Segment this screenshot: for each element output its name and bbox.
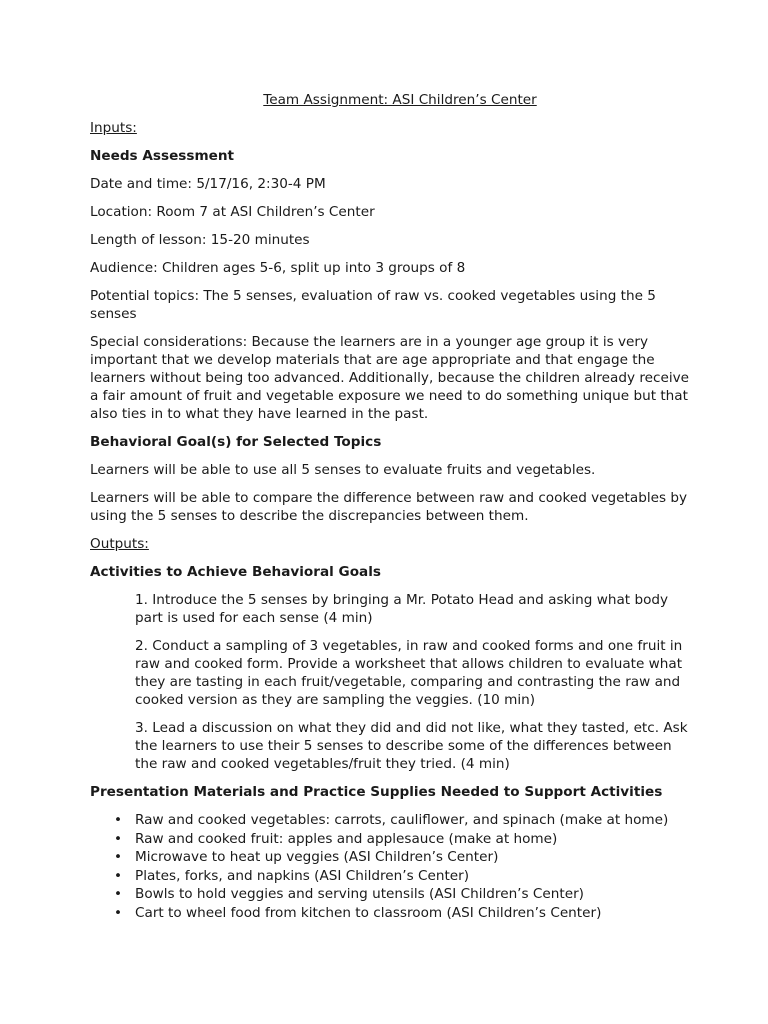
supply-text: Plates, forks, and napkins (ASI Children’s Center) (135, 867, 470, 884)
audience-text: Audience: Children ages 5-6, split up into 3 groups of 8 (90, 260, 466, 276)
behavioral-goals-heading: Behavioral Goal(s) for Selected Topics (90, 434, 382, 450)
bullet-icon: • (114, 812, 123, 828)
supply-item (114, 885, 690, 904)
bullet-icon: • (114, 849, 123, 865)
potential-topics-text: Potential topics: The 5 senses, evaluation of raw vs. cooked vegetables using the 5 senses (90, 288, 656, 322)
bullet-icon: • (114, 904, 123, 921)
document-page (90, 91, 690, 922)
activities-heading: Activities to Achieve Behavioral Goals (90, 564, 381, 580)
outputs-label: Outputs: (90, 536, 149, 552)
activity-item: 1. Introduce the 5 senses by bringing a Mr. Potato Head and asking what body part is used for each sense (4 min) (135, 592, 669, 626)
supply-text: Raw and cooked fruit: apples and applesauce (make at home) (135, 830, 558, 847)
supply-text: Raw and cooked vegetables: carrots, cauliflower, and spinach (make at home) (135, 812, 669, 828)
needs-assessment-heading: Needs Assessment (90, 148, 235, 164)
supply-text: Microwave to heat up veggies (ASI Children’s Center) (135, 849, 499, 865)
supply-item (114, 811, 690, 830)
lesson-length-text: Length of lesson: 15-20 minutes (90, 232, 310, 248)
supply-text: Bowls to hold veggies and serving utensils (ASI Children’s Center) (135, 886, 584, 902)
goal-2-text: Learners will be able to compare the difference between raw and cooked vegetables by using the 5 senses to describe the discrepancies between them. (90, 490, 688, 524)
supply-item (114, 848, 690, 867)
supplies-list (90, 811, 690, 922)
bullet-icon: • (114, 867, 123, 884)
supply-item (114, 867, 690, 886)
activity-item: 2. Conduct a sampling of 3 vegetables, in raw and cooked forms and one fruit in raw and cooked form. Provide a worksheet that allows children to evaluate what they are tasting in each fruit/vegetable, comparing and contrasting the raw and cooked version as they are sampling the veggies. (10 min) (135, 638, 683, 708)
bullet-icon: • (114, 830, 123, 847)
inputs-label: Inputs: (90, 120, 137, 136)
supply-item (114, 830, 690, 849)
supply-text: Cart to wheel food from kitchen to classroom (ASI Children’s Center) (135, 904, 602, 921)
date-time-text: Date and time: 5/17/16, 2:30-4 PM (90, 176, 326, 192)
document-title: Team Assignment: ASI Children’s Center (263, 92, 537, 108)
supply-item (114, 904, 690, 923)
materials-heading: Presentation Materials and Practice Supplies Needed to Support Activities (90, 784, 663, 800)
location-text: Location: Room 7 at ASI Children’s Center (90, 204, 375, 220)
activity-item: 3. Lead a discussion on what they did and did not like, what they tasted, etc. Ask the learners to use their 5 senses to describe some of the differences between the raw and cooked vegetables/fruit they tried. (4 min) (135, 720, 688, 772)
goal-1-text: Learners will be able to use all 5 senses to evaluate fruits and vegetables. (90, 462, 596, 478)
special-considerations-text: Special considerations: Because the learners are in a younger age group it is very important that we develop materials that are age appropriate and that engage the learners without being too advanced. Additionally, because the children already receive a fair amount of fruit and vegetable exposure we need to do something unique but that also ties in to what they have learned in the past. (90, 334, 690, 422)
bullet-icon: • (114, 886, 123, 902)
